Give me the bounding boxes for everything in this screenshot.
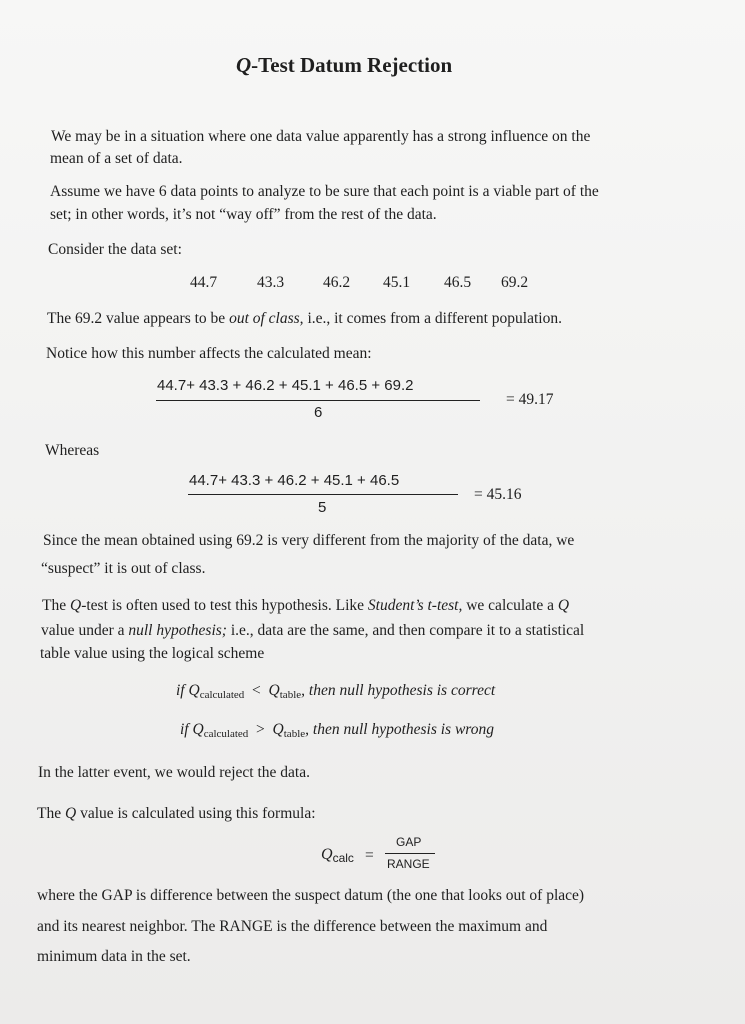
scheme-correct: if $Q_{calculated} < Q_{table}$, then null hypothesis is correct (176, 682, 496, 701)
data-value-outlier: 69.2 (501, 274, 529, 291)
where-line-2: and its nearest neighbor. The RANGE is the difference between the maximum and (37, 918, 548, 935)
qvalue-text: The Q value is calculated using this formula: (37, 805, 316, 822)
formula-denominator: RANGE (387, 857, 430, 871)
assume-line-1: Assume we have 6 data points to analyze to be sure that each point is a viable part of the (50, 183, 599, 200)
consider-text: Consider the data set: (48, 241, 182, 258)
since-line-1: Since the mean obtained using 69.2 is very different from the majority of the data, we (43, 532, 575, 549)
mean5-denominator: 5 (318, 499, 327, 516)
scheme-wrong: if $Q_{calculated} > Q_{table}$, then null hypothesis is wrong (180, 721, 495, 740)
assume-line-2: set; in other words, it’s not “way off” from the rest of the data. (50, 206, 437, 223)
outlier-statement: The 69.2 value appears to be out of class, i.e., it comes from a different population. (47, 310, 562, 327)
mean6-result: = 49.17 (506, 391, 554, 408)
data-value: 46.5 (444, 274, 472, 291)
whereas-text: Whereas (45, 442, 100, 459)
since-line-2: “suspect” it is out of class. (41, 560, 206, 577)
where-line-3: minimum data in the set. (37, 948, 191, 965)
mean5-numerator: 44.7+ 43.3 + 46.2 + 45.1 + 46.5 (189, 472, 400, 489)
formula-numerator: GAP (396, 835, 422, 849)
mean5-result: = 45.16 (474, 486, 522, 503)
mean6-fraction-bar (156, 400, 480, 401)
qtest-line-1: The Q-test is often used to test this hypothesis. Like Student’s t-test, we calculate a Q (42, 597, 570, 614)
qtest-line-3: table value using the logical scheme (40, 645, 265, 662)
formula-equals: = (365, 847, 374, 864)
mean6-denominator: 6 (314, 404, 323, 421)
where-line-1: where the GAP is difference between the suspect datum (the one that looks out of place) (37, 887, 585, 904)
notice-text: Notice how this number affects the calculated mean: (46, 345, 372, 362)
mean5-fraction-bar (188, 494, 458, 495)
qtest-line-2: value under a null hypothesis; i.e., data are the same, and then compare it to a statistical (41, 622, 585, 639)
formula-lhs: Qcalc (321, 846, 354, 865)
data-value: 45.1 (383, 274, 411, 291)
mean6-numerator: 44.7+ 43.3 + 46.2 + 45.1 + 46.5 + 69.2 (157, 377, 414, 394)
page-title: Q-Test Datum Rejection (236, 53, 453, 77)
data-value: 43.3 (257, 274, 285, 291)
intro-line-1: We may be in a situation where one data value apparently has a strong influence on the (51, 128, 591, 145)
formula-fraction-bar (385, 853, 435, 854)
data-value: 44.7 (190, 274, 218, 291)
data-value: 46.2 (323, 274, 351, 291)
intro-line-2: mean of a set of data. (50, 150, 183, 167)
latter-text: In the latter event, we would reject the data. (38, 764, 310, 781)
